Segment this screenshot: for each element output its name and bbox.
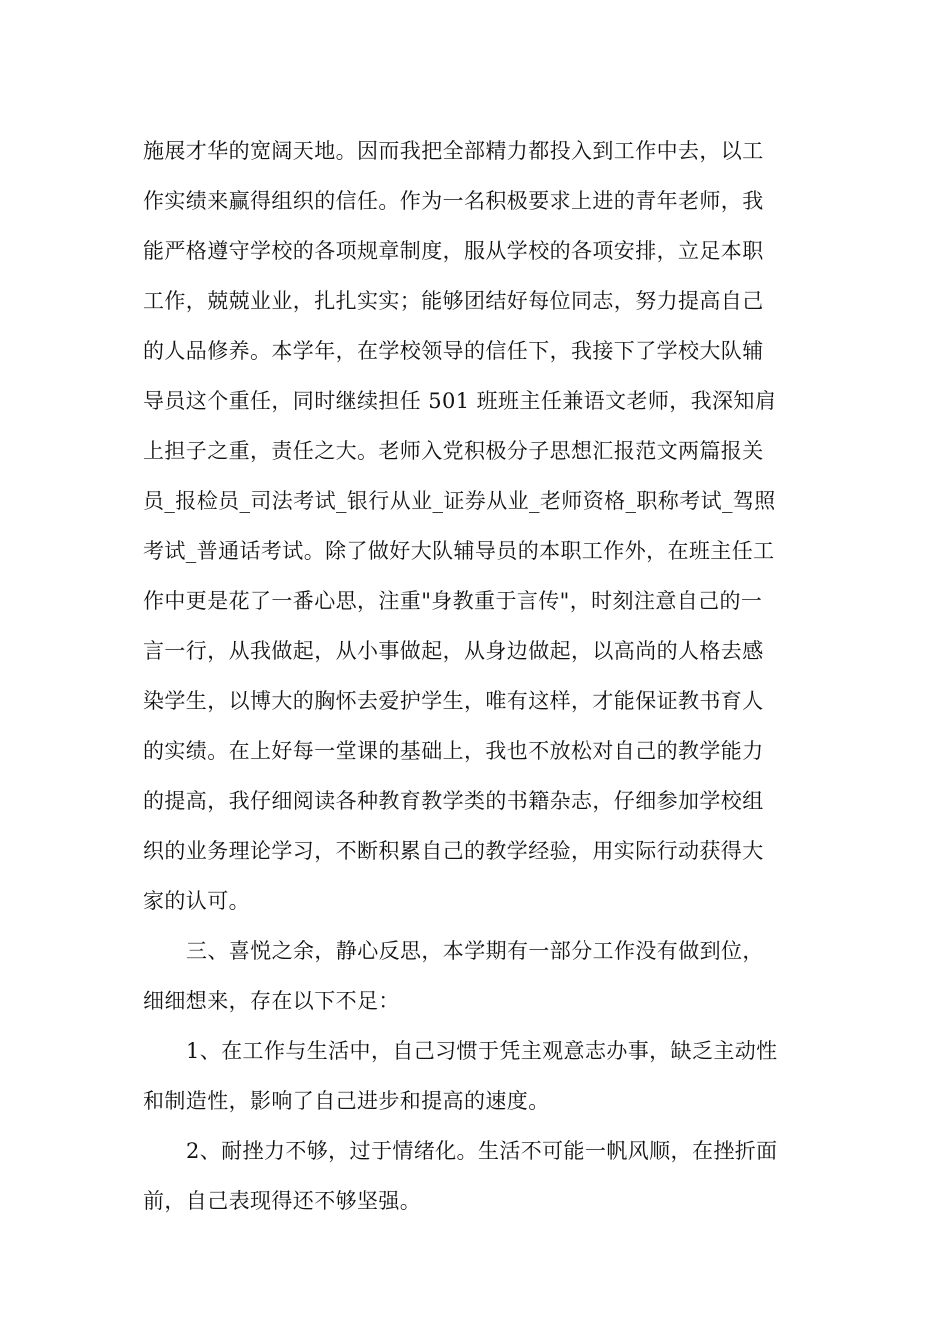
text-line: 言一行，从我做起，从小事做起，从身边做起，以高尚的人格去感	[143, 639, 764, 663]
text-line: 作中更是花了一番心思，注重"身教重于言传"，时刻注意自己的一	[143, 589, 763, 613]
text-line: 的人品修养。本学年，在学校领导的信任下，我接下了学校大队辅	[143, 339, 764, 363]
text-line: 施展才华的宽阔天地。因而我把全部精力都投入到工作中去，以工	[143, 139, 764, 163]
text-line: 的提高，我仔细阅读各种教育教学类的书籍杂志，仔细参加学校组	[143, 789, 764, 813]
text-line: 和制造性，影响了自己进步和提高的速度。	[143, 1089, 550, 1113]
text-line: 织的业务理论学习，不断积累自己的教学经验，用实际行动获得大	[143, 839, 764, 863]
text-line: 作实绩来赢得组织的信任。作为一名积极要求上进的青年老师，我	[143, 189, 764, 213]
text-line: 员_报检员_司法考试_银行从业_证券从业_老师资格_职称考试_驾照	[143, 489, 776, 513]
text-line: 细细想来，存在以下不足：	[143, 989, 400, 1013]
text-line: 考试_普通话考试。除了做好大队辅导员的本职工作外，在班主任工	[143, 539, 775, 563]
text-line: 能严格遵守学校的各项规章制度，服从学校的各项安排，立足本职	[143, 239, 764, 263]
list-item-1-line: 1、在工作与生活中，自己习惯于凭主观意志办事，缺乏主动性	[186, 1039, 778, 1063]
list-item-2-line: 2、耐挫力不够，过于情绪化。生活不可能一帆风顺，在挫折面	[186, 1139, 778, 1163]
text-line: 上担子之重，责任之大。老师入党积极分子思想汇报范文两篇报关	[143, 439, 764, 463]
text-line: 家的认可。	[143, 889, 250, 913]
text-line: 前，自己表现得还不够坚强。	[143, 1189, 422, 1213]
section-heading-line: 三、喜悦之余，静心反思，本学期有一部分工作没有做到位，	[186, 939, 764, 963]
text-line: 工作，兢兢业业，扎扎实实；能够团结好每位同志，努力提高自己	[143, 289, 764, 313]
text-line: 染学生，以博大的胸怀去爱护学生，唯有这样，才能保证教书育人	[143, 689, 764, 713]
text-line: 导员这个重任，同时继续担任 501 班班主任兼语文老师，我深知肩	[143, 389, 777, 413]
text-line: 的实绩。在上好每一堂课的基础上，我也不放松对自己的教学能力	[143, 739, 764, 763]
